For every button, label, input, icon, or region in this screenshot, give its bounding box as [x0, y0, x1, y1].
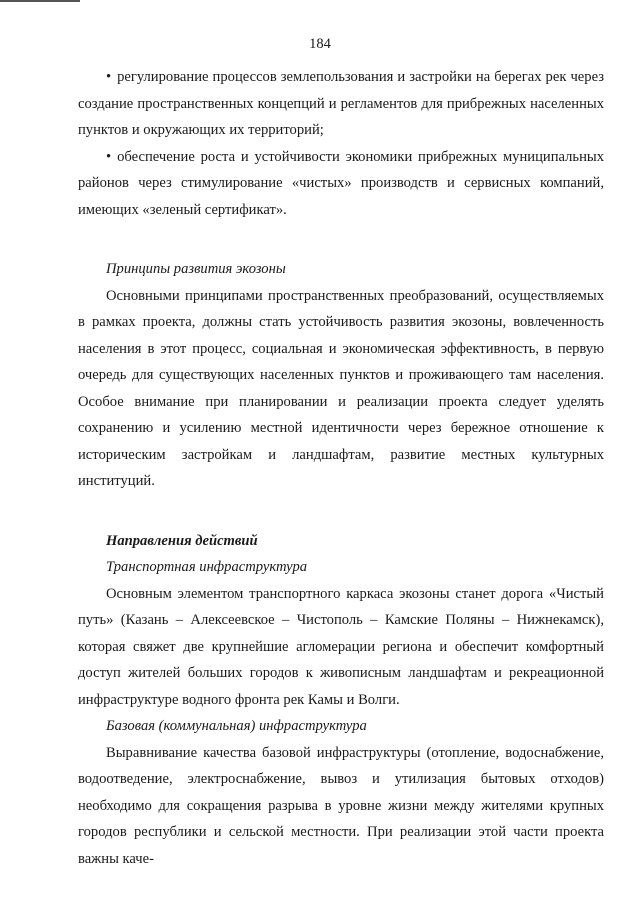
transport-heading: Транспортная инфраструктура: [106, 559, 308, 575]
bullet-text: обеспечение роста и устойчивости экономики прибрежных муниципальных районов через стимулирование «чистых» производств и сервисных компаний, имеющих «зеленый сертификат».: [78, 148, 604, 218]
principles-paragraph: Основными принципами пространственных преобразований, осуществляемых в рамках проекта, должны стать устойчивость развития экозоны, вовлеченность населения в этот процесс, социальная и экономическая эффективность, в первую очередь для существующих населенных пунктов и проживающего там населения. Особое внимание при планировании и реализации проекта следует уделять сохранению и усилению местной идентичности через бережное отношение к историческим застройкам и ландшафтам, развитие местных культурных институций.: [78, 287, 604, 489]
bullet-marker: •: [106, 69, 112, 85]
bullet-item: [78, 144, 604, 224]
actions-section: [78, 528, 604, 873]
bullet-item: [78, 64, 604, 144]
actions-heading: Направления действий: [106, 532, 258, 549]
principles-heading: Принципы развития экозоны: [106, 261, 286, 277]
bullet-text: регулирование процессов землепользования и застройки на берегах рек через создание пространственных концепций и регламентов для прибрежных населенных пунктов и окружающих их территорий;: [78, 69, 604, 138]
bullet-marker: •: [106, 148, 112, 165]
basic-infrastructure-heading: Базовая (коммунальная) инфраструктура: [106, 718, 367, 734]
transport-paragraph: Основным элементом транспортного каркаса экозоны станет дорога «Чистый путь» (Казань – Алексеевское – Чистополь – Камские Поляны – Нижнекамск), которая свяжет две крупнейшие агломерации региона и обеспечит комфортный доступ жителей больших городов к живописным ландшафтам и рекреационной инфраструктуре водного фронта рек Камы и Волги.: [78, 585, 604, 708]
basic-infrastructure-paragraph: Выравнивание качества базовой инфраструктуры (отопление, водоснабжение, водоотведение, электроснабжение, вывоз и утилизация бытовых отходов) необходимо для сокращения разрыва в уровне жизни между жителями крупных городов республики и сельской местности. При реализации этой части проекта важны каче-: [78, 744, 604, 867]
scan-edge-mark: [0, 0, 80, 2]
page-number: 184: [309, 36, 331, 52]
page-body: [78, 64, 604, 872]
principles-section: [78, 256, 604, 495]
